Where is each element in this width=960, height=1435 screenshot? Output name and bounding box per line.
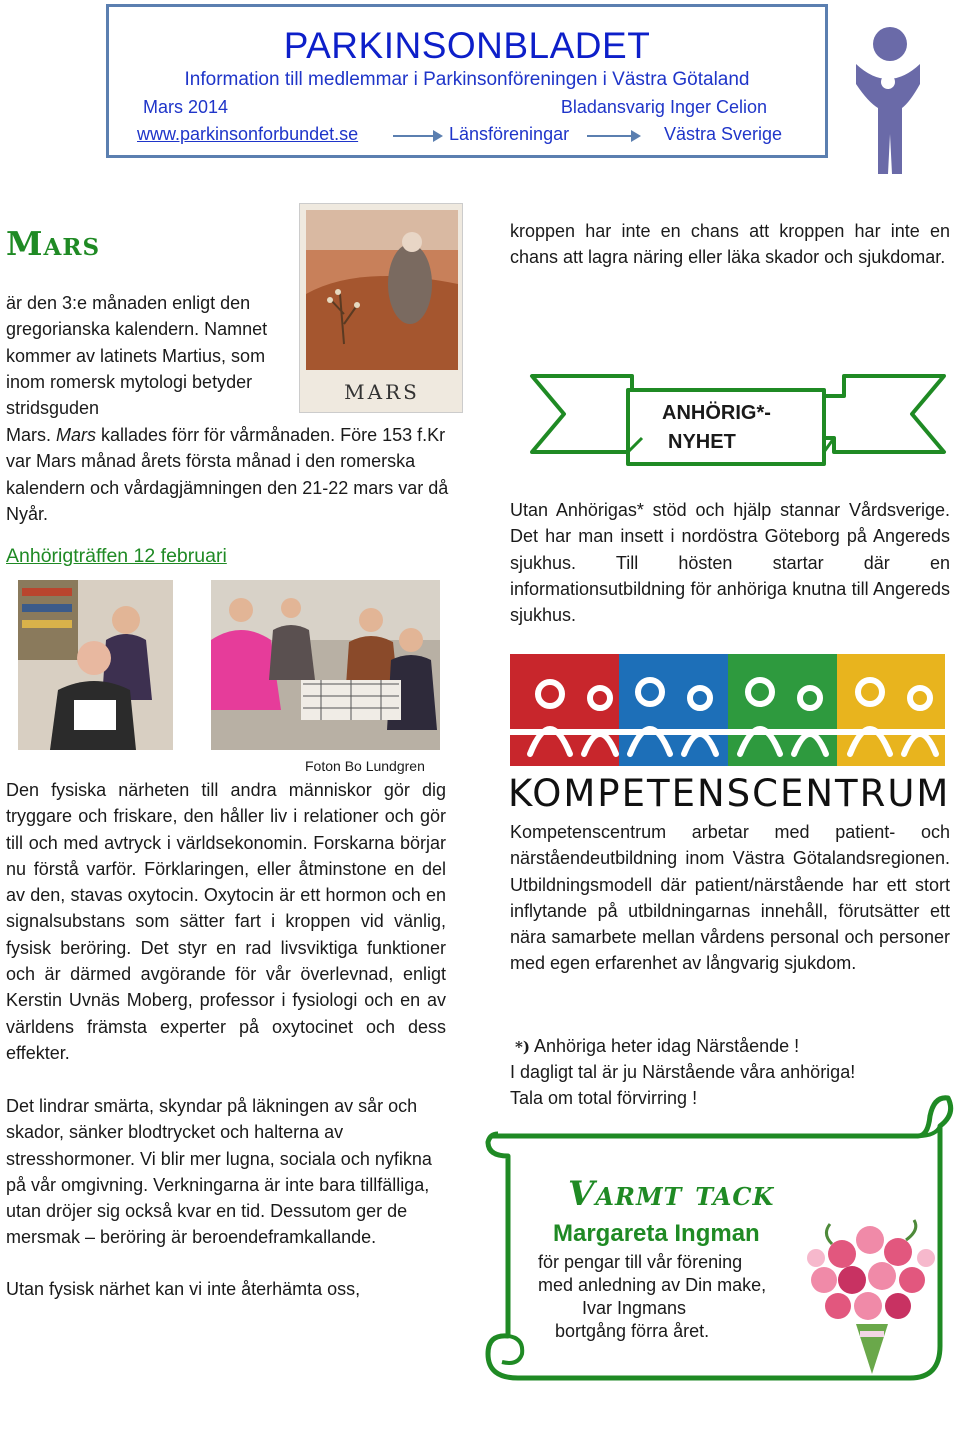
mars-painting-label: MARS — [344, 380, 420, 404]
thanks-heading: Varmt tack — [568, 1174, 775, 1214]
kompetens-logo-text: KOMPETENSCENTRUM — [508, 772, 951, 815]
path-vastra-sverige: Västra Sverige — [664, 124, 783, 144]
flower-bouquet-icon — [802, 1214, 942, 1376]
kompetens-text: Kompetenscentrum arbetar med patient- och närståendeutbildning inom Västra Götalandsregionen. Utbildningsmodell där patient/närstående har ett stort inflytande på utbildningarnas innehåll, förutsätter ett nära samarbete mellan vårdens personal och personer med egen erfarenhet av långvarig sjukdom. — [510, 822, 950, 974]
parkinson-logo-icon — [852, 24, 924, 174]
note-line-3: Tala om total förvirring ! — [510, 1088, 698, 1108]
mars-text-wide: Mars. Mars kallades förr för vårmånaden. Före 153 f.Kr var Mars månad årets första månad i den romerska kalendern och vårdagjämningen den 21-22 mars var då Nyår. — [6, 425, 449, 524]
thanks-line-1: för pengar till vår förening — [538, 1252, 743, 1272]
kompetens-logo-graphic — [510, 654, 945, 766]
arrow-right-icon — [393, 135, 441, 137]
photo-credit: Foton Bo Lundgren — [305, 758, 425, 774]
path-lansforeningar: Länsföreningar — [449, 124, 570, 144]
mars-painting — [299, 203, 463, 413]
news-text: Utan Anhörigas* stöd och hjälp stannar Vårdsverige. Det har man insett i nordöstra Göteborg på Angereds sjukhus. Till hösten startar där en informationsutbildning för anhöriga knutna till Angereds sjukhus. — [510, 500, 950, 626]
note-text-1: Anhöriga heter idag Närstående ! — [529, 1036, 800, 1056]
meeting-photo-1 — [18, 580, 173, 750]
mars-heading: Mars — [6, 224, 101, 263]
article-paragraph-3: Utan fysisk närhet kan vi inte återhämta oss, — [6, 1279, 361, 1299]
mars-text-narrow: är den 3:e månaden enligt den gregorianska kalendern. Namnet kommer av latinets Martius, som inom romersk mytologi betyder stridsguden — [6, 293, 268, 419]
note-mark: *) — [515, 1038, 530, 1056]
thanks-line-4: bortgång förra året. — [555, 1321, 710, 1341]
newsletter-subtitle: Information till medlemmar i Parkinsonföreningen i Västra Götaland — [184, 69, 750, 90]
thanks-line-3: Ivar Ingmans — [582, 1298, 687, 1318]
issue-date: Mars 2014 — [143, 97, 229, 117]
arrow-right-icon — [587, 135, 639, 137]
meeting-heading[interactable]: Anhörigträffen 12 februari — [6, 545, 227, 567]
article-paragraph-1: Den fysiska närheten till andra människor gör dig tryggare och friskare, den håller liv i relationer och gör till och med avtryck i världsekonomin. Forskarna börjar nu förstå varför. Förklaringen, eller åtminstone en del av den, stavas oxytocin. Oxytocin är ett hormon och en signalsubstans som sätter fart i kroppen vid vänlig, fysisk beröring. Det styr en rad livsviktiga funktioner och är därmed avgörande för vår överlevnad, enligt Kerstin Uvnäs Moberg, professor i fysiologi och en av världens främsta experter på oxytocinet och dess effekter. — [6, 780, 446, 1063]
mars-text-rest: kallades förr för vårmånaden. Före 153 f.Kr var Mars månad årets första månad i den romerska kalendern och vårdagjämningen den 21-22 mars var då Nyår. — [6, 425, 449, 524]
thanks-name: Margareta Ingman — [553, 1220, 760, 1247]
article-continued: kroppen har inte en chans att kroppen har inte en chans att lagra näring eller läka skador och sjukdomar. — [510, 221, 950, 268]
newsletter-title: PARKINSONBLADET — [283, 25, 651, 66]
website-link[interactable]: www.parkinsonforbundet.se — [137, 124, 359, 144]
banner-line-1: ANHÖRIG*- — [662, 402, 771, 424]
header-box — [106, 4, 828, 158]
mars-italic: Mars — [56, 425, 97, 445]
editor-credit: Bladansvarig Inger Celion — [560, 97, 767, 117]
article-paragraph-2: Det lindrar smärta, skyndar på läkningen av sår och skador, sänker blodtrycket och halterna av stresshormoner. Vi blir mer lugna, sociala och nyfikna på vår omgivning. Verkningarna är inte bara tillfälliga, utan dröjer sig också kvar en tid. Dessutom ger de mersmak – beröring är beroendeframkallande. — [6, 1096, 432, 1248]
note-line-1 — [510, 1033, 950, 1060]
meeting-photo-2 — [211, 580, 440, 750]
note-line-2: I dagligt tal är ju Närstående våra anhöriga! — [510, 1062, 856, 1082]
banner-line-2: NYHET — [668, 431, 736, 453]
thanks-line-2: med anledning av Din make, — [538, 1275, 767, 1295]
